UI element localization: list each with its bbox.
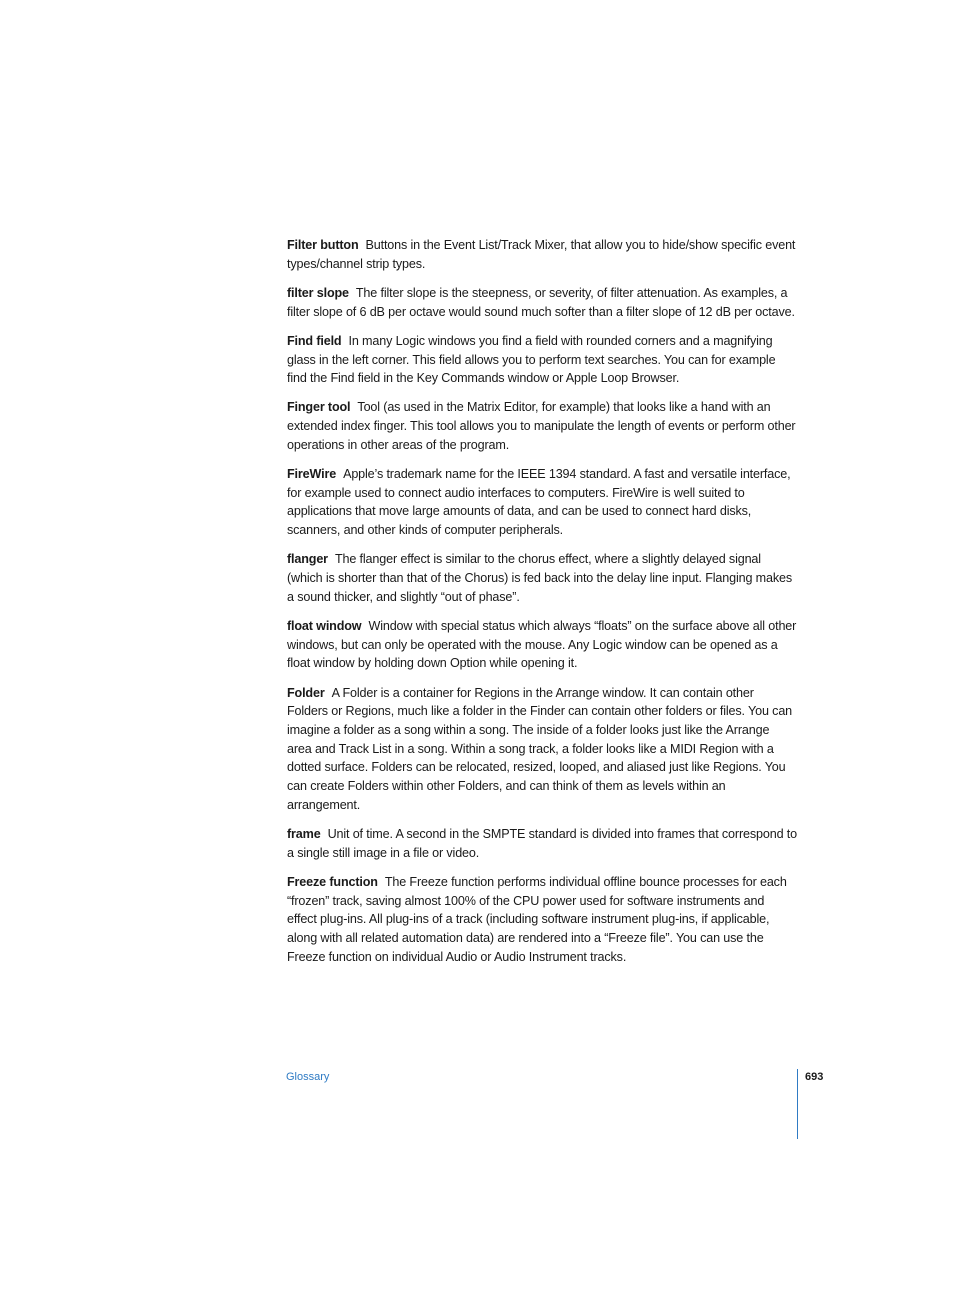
glossary-definition: The filter slope is the steepness, or severity, of filter attenuation. As examples, a filter slope of 6 dB per octave would sound much softer than a filter slope of 12 dB per octave. (287, 285, 795, 319)
glossary-definition: Window with special status which always “floats” on the surface above all other windows, but can only be operated with the mouse. Any Logic window can be opened as a float window by holding down Option while opening it. (287, 618, 797, 671)
glossary-entry-firewire (287, 465, 797, 540)
glossary-definition: Apple’s trademark name for the IEEE 1394 standard. A fast and versatile interface, for example used to connect audio interfaces to computers. FireWire is well suited to applications that move large amounts of data, and can be used to connect hard disks, scanners, and other kinds of computer peripherals. (287, 467, 791, 538)
glossary-term: Folder (287, 685, 325, 700)
glossary-term: Finger tool (287, 400, 351, 415)
glossary-term: Find field (287, 333, 342, 348)
glossary-term: Freeze function (287, 874, 378, 889)
glossary-entry-finger-tool (287, 398, 797, 454)
page-number: 693 (805, 1071, 824, 1083)
glossary-entry-frame (287, 825, 797, 862)
glossary-term: FireWire (287, 467, 337, 482)
glossary-definition: A Folder is a container for Regions in the Arrange window. It can contain other Folders or Regions, much like a folder in the Finder can contain other folders or files. You can imagine a folder as a song within a song. The inside of a folder looks just like the Arrange area and Track List in a song. Within a song track, a folder looks like a MIDI Region with a dotted surface. Folders can be relocated, resized, looped, and aliased just like Regions. You can create Folders within other Folders, and can think of them as levels within an arrangement. (287, 685, 793, 812)
glossary-definition: The flanger effect is similar to the chorus effect, where a slightly delayed signal (which is shorter than that of the Chorus) is fed back into the delay line input. Flanging makes a sound thicker, and slightly “out of phase”. (287, 552, 793, 604)
glossary-entry-flanger (287, 550, 797, 606)
glossary-term: Filter button (287, 238, 359, 252)
glossary-term: filter slope (287, 285, 349, 300)
glossary-definition: Buttons in the Event List/Track Mixer, that allow you to hide/show specific event types/channel strip types. (287, 238, 796, 271)
glossary-entry-find-field (287, 332, 797, 388)
glossary-definition: In many Logic windows you find a field with rounded corners and a magnifying glass in the left corner. This field allows you to perform text searches. You can for example find the Find field in the Key Commands window or Apple Loop Browser. (287, 333, 776, 386)
footer-divider (797, 1069, 798, 1139)
glossary-entry-filter-slope (287, 284, 797, 321)
glossary-entry-folder (287, 684, 797, 815)
glossary-term: float window (287, 618, 362, 633)
glossary-entry-float-window (287, 617, 797, 673)
footer-section-label: Glossary (286, 1071, 330, 1083)
glossary-definition: Tool (as used in the Matrix Editor, for example) that looks like a hand with an extended index finger. This tool allows you to manipulate the length of events or perform other operations in other areas of the program. (287, 400, 796, 452)
glossary-term: frame (287, 826, 321, 841)
glossary-term: flanger (287, 552, 328, 567)
glossary-definition: The Freeze function performs individual offline bounce processes for each “frozen” track, saving almost 100% of the CPU power used for software instruments and effect plug-ins. All plug-ins of a track (including software instrument plug-ins, if applicable, along with all related automation data) are rendered into a “Freeze file”. You can use the Freeze function on individual Audio or Audio Instrument tracks. (287, 874, 787, 964)
glossary-entry-filter-button (287, 236, 797, 273)
glossary-definition: Unit of time. A second in the SMPTE standard is divided into frames that correspond to a single still image in a file or video. (287, 826, 797, 860)
glossary-content (287, 236, 797, 977)
glossary-entry-freeze-function (287, 873, 797, 967)
